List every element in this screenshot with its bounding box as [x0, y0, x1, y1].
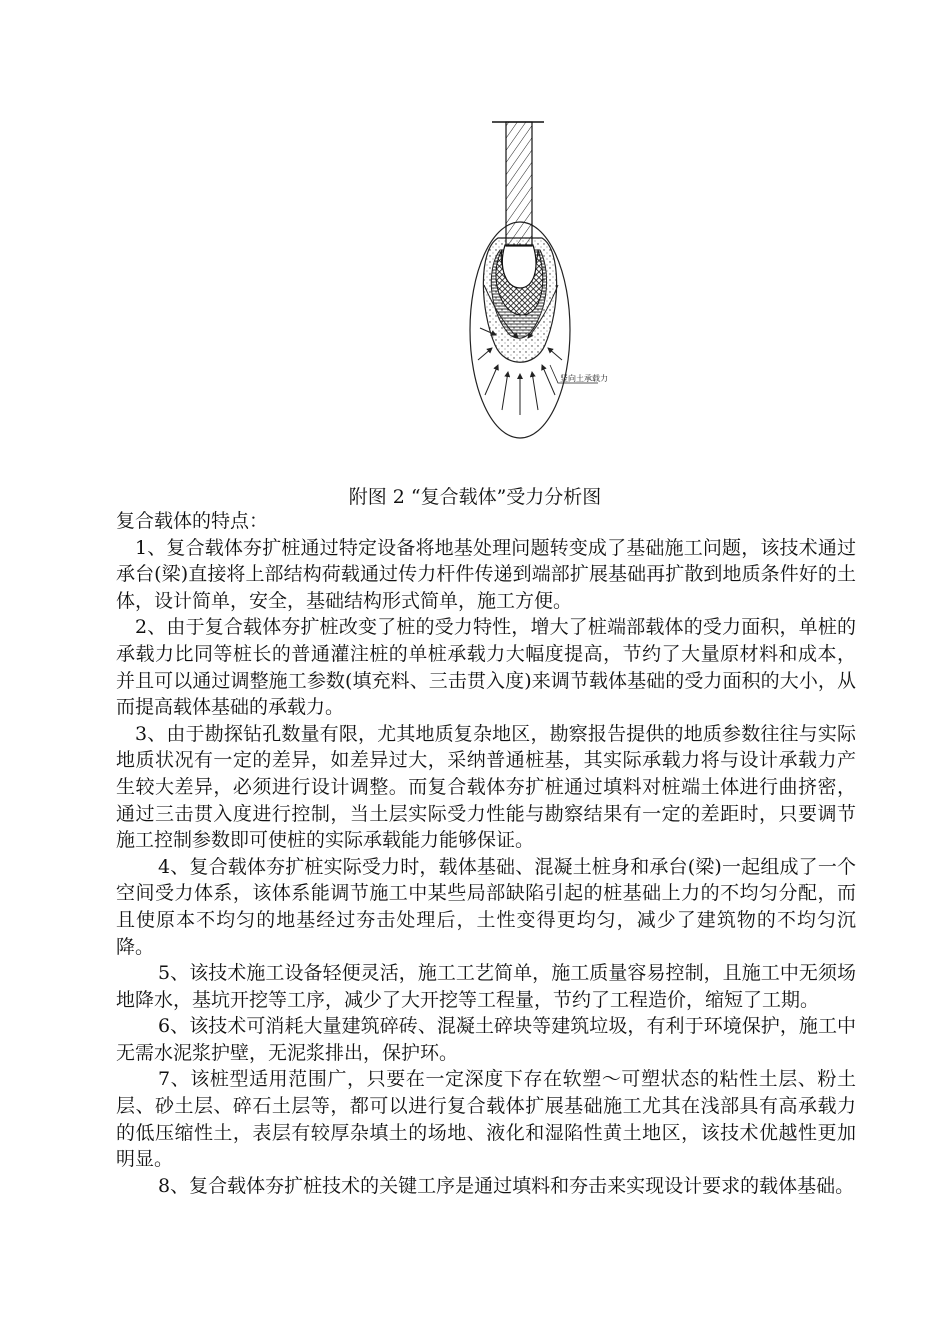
pile-shaft	[506, 122, 532, 246]
paragraph: 1、复合载体夯扩桩通过特定设备将地基处理问题转变成了基础施工问题，该技术通过承台(梁)直接将上部结构荷载通过传力杆件传递到端部扩展基础再扩散到地质条件好的土体，设计简单，安全，基础结构形式简单，施工方便。	[116, 536, 856, 612]
paragraph: 4、复合载体夯扩桩实际受力时，载体基础、混凝土桩身和承台(梁)一起组成了一个空间受力体系，该体系能调节施工中某些局部缺陷引起的桩基础上力的不均匀分配，而且使原本不均匀的地基经过夯击处理后，土性变得更均匀，减少了建筑物的不均匀沉降。	[116, 855, 856, 958]
pile-tip	[502, 245, 536, 288]
section-heading: 复合载体的特点：	[116, 510, 269, 532]
pile-force-diagram	[440, 110, 620, 460]
paragraph: 7、该桩型适用范围广，只要在一定深度下存在软塑～可塑状态的粘性土层、粉土层、砂土层、碎石土层等，都可以进行复合载体扩展基础施工尤其在浅部具有高承载力的低压缩性土，表层有较厚杂填土的场地、液化和湿陷性黄土地区，该技术优越性更加明显。	[116, 1068, 856, 1171]
figure-label: 竖向土承载力	[560, 374, 608, 383]
paragraph: 3、由于勘探钻孔数量有限，尤其地质复杂地区，勘察报告提供的地质参数往往与实际地质状况有一定的差异，如差异过大，采纳普通桩基，其实际承载力将与设计承载力产生较大差异，必须进行设计调整。而复合载体夯扩桩通过填料对桩端土体进行曲挤密，通过三击贯入度进行控制，当土层实际受力性能与勘察结果有一定的差距时，只要调节施工控制参数即可使桩的实际承载能力能够保证。	[116, 722, 856, 852]
pile-diagram-svg	[440, 110, 620, 460]
paragraph: 5、该技术施工设备轻便灵活，施工工艺简单，施工质量容易控制，且施工中无须场地降水，基坑开挖等工序，减少了大开挖等工程量，节约了工程造价，缩短了工期。	[116, 962, 856, 1011]
paragraph: 2、由于复合载体夯扩桩改变了桩的受力特性，增大了桩端部载体的受力面积，单桩的承载力比同等桩长的普通灌注桩的单桩承载力大幅度提高，节约了大量原材料和成本，并且可以通过调整施工参数(填充料、三击贯入度)来调节载体基础的受力面积的大小，从而提高载体基础的承载力。	[116, 616, 856, 719]
paragraph: 8、复合载体夯扩桩技术的关键工序是通过填料和夯击来实现设计要求的载体基础。	[158, 1174, 855, 1197]
paragraph: 6、该技术可消耗大量建筑碎砖、混凝土碎块等建筑垃圾，有利于环境保护，施工中无需水泥浆护壁，无泥浆排出，保护环。	[116, 1015, 856, 1064]
figure-caption: 附图 2 “复合载体”受力分析图	[348, 486, 602, 508]
document-body	[116, 508, 856, 1199]
